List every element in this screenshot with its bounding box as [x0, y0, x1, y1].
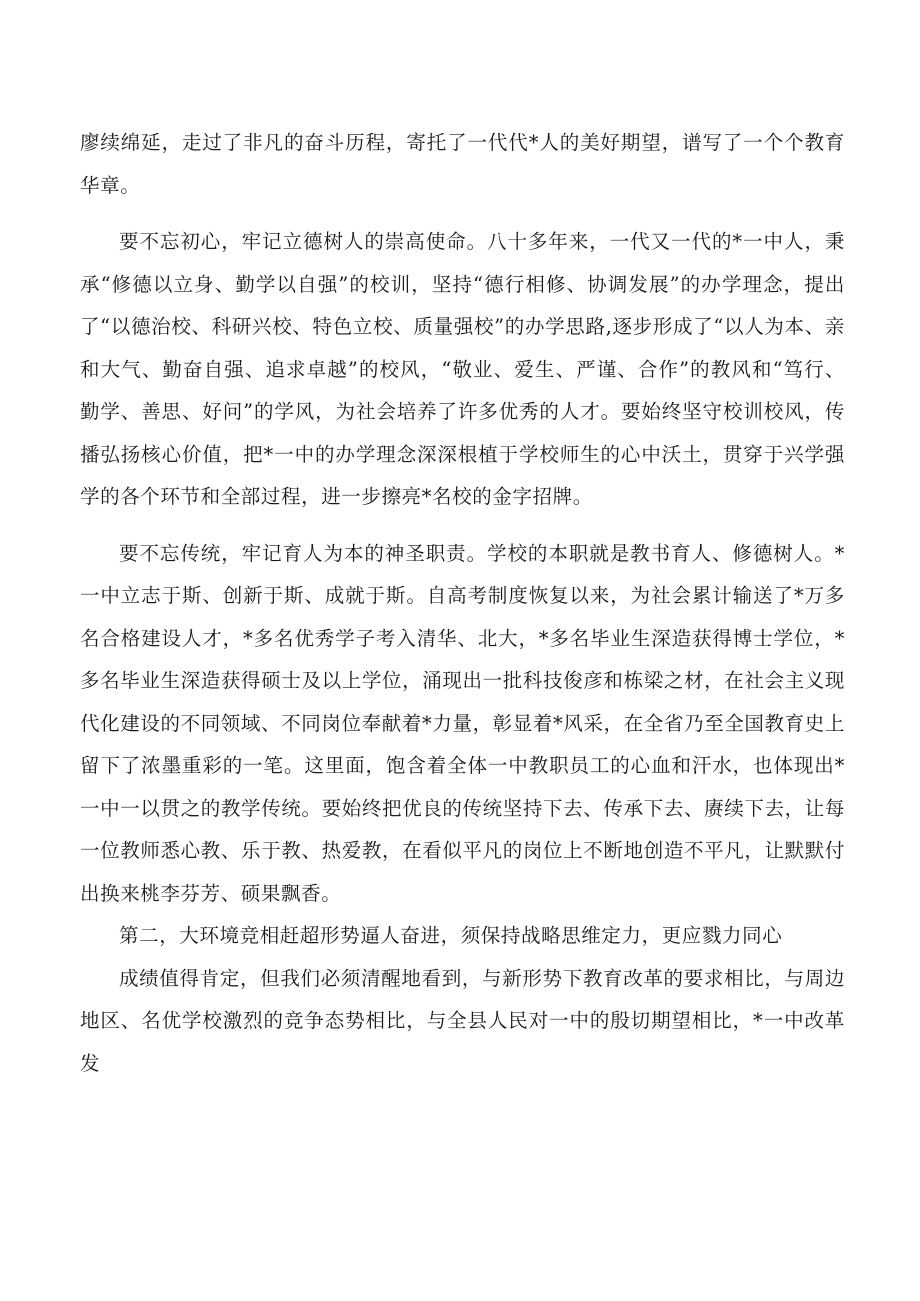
paragraph-continuation: 廖续绵延，走过了非凡的奋斗历程，寄托了一代代*人的美好期望，谱写了一个个教育华章。 — [80, 131, 845, 197]
paragraph-tradition: 要不忘传统，牢记育人为本的神圣职责。学校的本职就是教书育人、修德树人。*一中立志于斯、创新于斯、成就于斯。自高考制度恢复以来，为社会累计输送了*万多名合格建设人才，*多名优秀学子考入清华、北大，*多名毕业生深造获得博士学位，*多名毕业生深造获得硕士及以上学位，涌现出一批科技俊彦和栋梁之材，在社会主义现代化建设的不同领域、不同岗位奉献着*力量，彰显着*风采，在全省乃至全国教育史上留下了浓墨重彩的一笔。这里面，饱含着全体一中教职员工的心血和汗水，也体现出*一中一以贯之的教学传统。要始终把优良的传统坚持下去、传承下去、赓续下去，让每一位教师悉心教、乐于教、热爱教，在看似平凡的岗位上不断地创造不平凡，让默默付出换来桃李芬芳、硕果飘香。 — [80, 541, 845, 905]
paragraph-achievements: 成绩值得肯定，但我们必须清醒地看到，与新形势下教育改革的要求相比，与周边地区、名优学校激烈的竞争态势相比，与全县人民对一中的殷切期望相比，*一中改革发 — [80, 966, 845, 1075]
section-heading-second: 第二，大环境竞相赶超形势逼人奋进，须保持战略思维定力，更应戮力同心 — [119, 924, 783, 947]
paragraph-original-aspiration: 要不忘初心，牢记立德树人的崇高使命。八十多年来，一代又一代的*一中人，秉承“修德以立身、勤学以自强”的校训，坚持“德行相修、协调发展”的办学理念，提出了“以德治校、科研兴校、特色立校、质量强校”的办学思路,逐步形成了“以人为本、亲和大气、勤奋自强、追求卓越”的校风，“敬业、爱生、严谨、合作”的教风和“笃行、勤学、善思、好问”的学风，为社会培养了许多优秀的人才。要始终坚守校训校风，传播弘扬核心价值，把*一中的办学理念深深根植于学校师生的心中沃土，贯穿于兴学强学的各个环节和全部过程，进一步擦亮*名校的金字招牌。 — [80, 230, 845, 508]
document-body — [80, 122, 845, 1085]
